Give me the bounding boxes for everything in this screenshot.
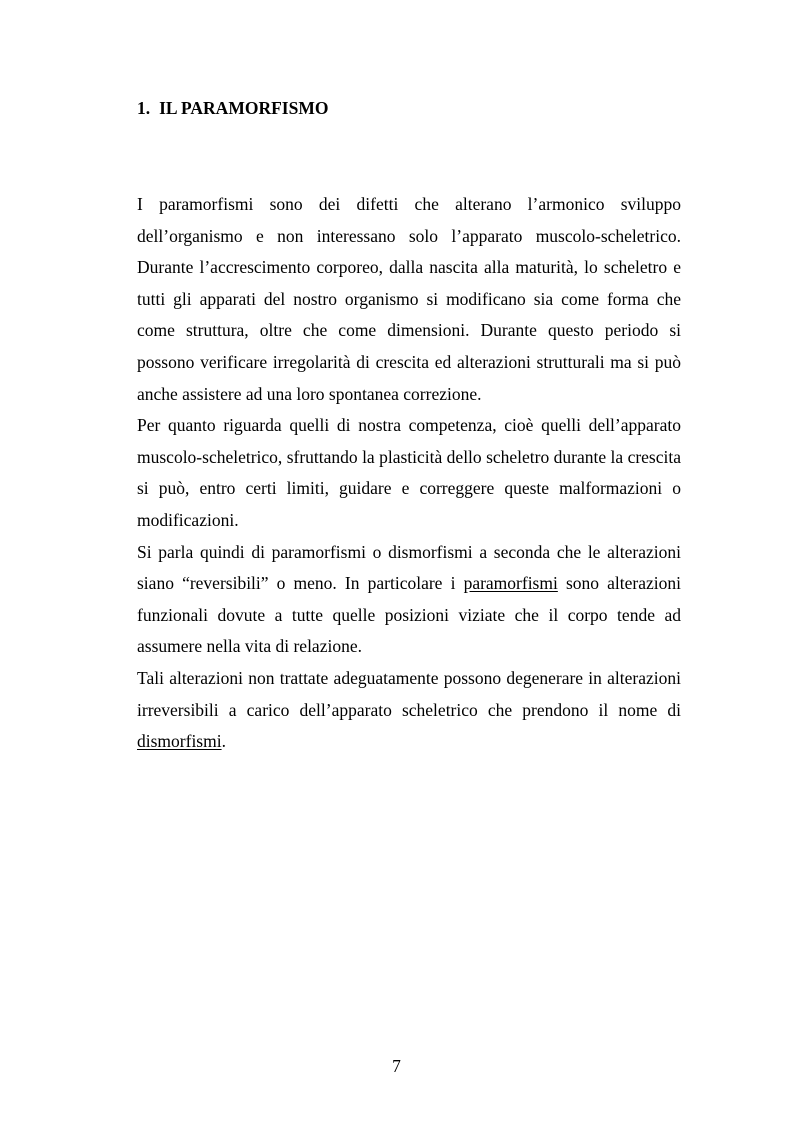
paragraph-4-text-before: Tali alterazioni non trattate adeguatamente possono degenerare in alterazioni irreversibili a carico dell’apparato scheletrico che prendono il nome di xyxy=(137,667,681,720)
section-number: 1. xyxy=(137,98,151,118)
section-heading xyxy=(137,96,328,120)
body-text xyxy=(137,189,681,758)
page-number: 7 xyxy=(392,1056,401,1076)
paragraph-4-text-after: . xyxy=(221,731,226,752)
section-title: IL PARAMORFISMO xyxy=(159,98,329,118)
paragraph-3-text-after: sono alterazioni funzionali dovute a tutte quelle posizioni viziate che il corpo tende ad assumere nella vita di relazione. xyxy=(137,573,681,657)
paragraph-3 xyxy=(137,537,681,663)
paragraph-3-text-before: Si parla quindi di paramorfismi o dismorfismi a seconda che le alterazioni siano “reversibili” o meno. In particolare i xyxy=(137,541,681,594)
paragraph-4 xyxy=(137,663,681,758)
term-paramorfismi: paramorfismi xyxy=(463,573,558,594)
term-dismorfismi: dismorfismi xyxy=(137,731,222,752)
paragraph-1: I paramorfismi sono dei difetti che alterano l’armonico sviluppo dell’organismo e non interessano solo l’apparato muscolo-scheletrico. Durante l’accrescimento corporeo, dalla nascita alla maturità, lo scheletro e tutti gli apparati del nostro organismo si modificano sia come forma che come struttura, oltre che come dimensioni. Durante questo periodo si possono verificare irregolarità di crescita ed alterazioni strutturali ma si può anche assistere ad una loro spontanea correzione. xyxy=(137,194,681,404)
paragraph-2: Per quanto riguarda quelli di nostra competenza, cioè quelli dell’apparato muscolo-scheletrico, sfruttando la plasticità dello scheletro durante la crescita si può, entro certi limiti, guidare e correggere queste malformazioni o modificazioni. xyxy=(137,415,681,530)
